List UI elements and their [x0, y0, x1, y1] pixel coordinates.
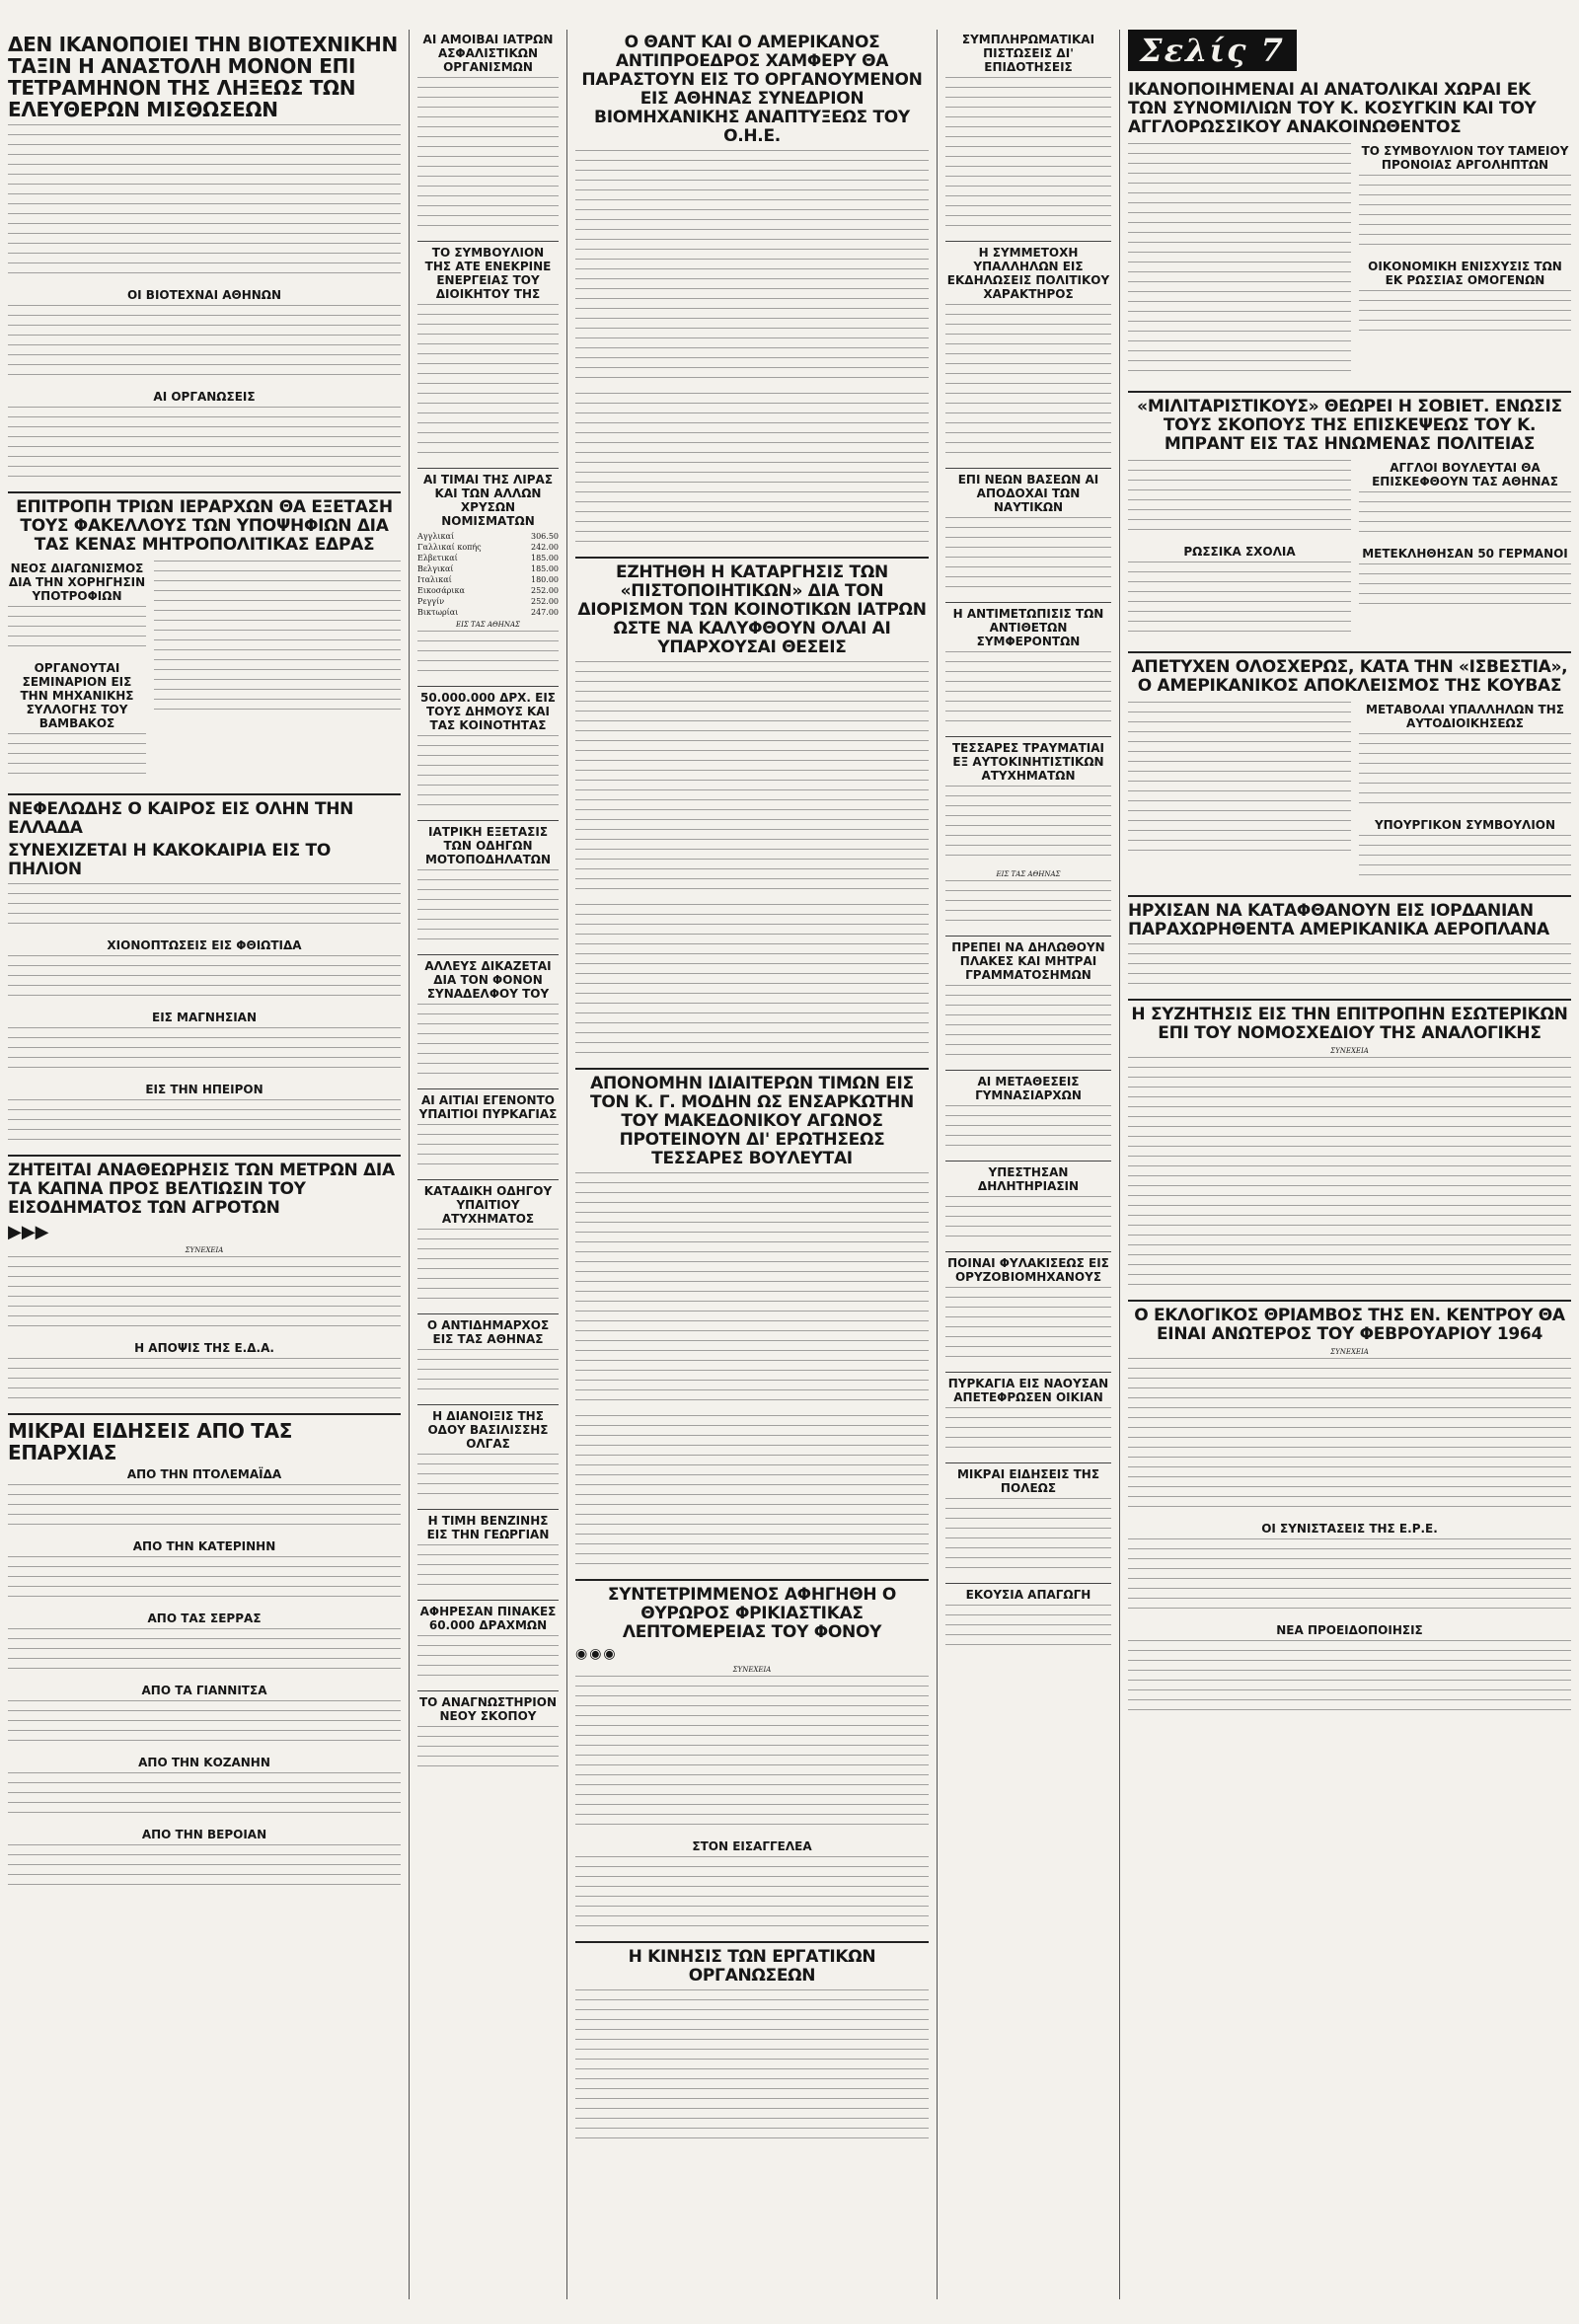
divider: [417, 1690, 559, 1691]
article-body-text: [1128, 143, 1351, 380]
headline-pelion-storm: ΣΥΝΕΧΙΖΕΤΑΙ Η ΚΑΚΟΚΑΙΡΙΑ ΕΙΣ ΤΟ ΠΗΛΙΟΝ: [8, 841, 331, 879]
headline-doctor-fees: ΑΙ ΑΜΟΙΒΑΙ ΙΑΤΡΩΝ ΑΣΦΑΛΙΣΤΙΚΩΝ ΟΡΓΑΝΙΣΜΩΝ: [422, 33, 554, 74]
headline-scholarships: ΝΕΟΣ ΔΙΑΓΩΝΙΣΜΟΣ ΔΙΑ ΤΗΝ ΧΟΡΗΓΗΣΙΝ ΥΠΟΤΡΟΦΙΩΝ: [8, 562, 146, 603]
article-body-text: [575, 1989, 929, 2147]
article-body-text: [8, 1358, 401, 1407]
article-body-text: [575, 1415, 929, 1573]
divider: [417, 686, 559, 687]
headline-supplementary-credits: ΣΥΜΠΛΗΡΩΜΑΤΙΚΑΙ ΠΙΣΤΩΣΕΙΣ ΔΙ' ΕΠΙΔΟΤΗΣΕΙΣ: [961, 33, 1095, 74]
subhead-katerini: ΑΠΟ ΤΗΝ ΚΑΤΕΡΙΝΗΝ: [132, 1539, 276, 1553]
article-body-text: [1359, 835, 1571, 884]
article-body-text: [945, 1287, 1111, 1366]
table-row: Γαλλικαί κοπής 242.00: [417, 543, 559, 552]
headline-deputy-mayor: Ο ΑΝΤΙΔΗΜΑΡΧΟΣ ΕΙΣ ΤΑΣ ΑΘΗΝΑΣ: [426, 1318, 550, 1346]
article-body-text: [417, 869, 559, 948]
divider: [575, 557, 929, 559]
headline-british-mps: ΑΓΓΛΟΙ ΒΟΥΛΕΥΤΑΙ ΘΑ ΕΠΙΣΚΕΦΘΟΥΝ ΤΑΣ ΑΘΗΝΑΣ: [1372, 461, 1558, 488]
ornament-icon: ◉◉◉: [575, 1646, 618, 1662]
article-body-text: [575, 1856, 929, 1935]
sub-column: [154, 559, 401, 788]
article-body-text: [417, 1726, 559, 1775]
article-body-text: [417, 1229, 559, 1308]
headline-naousa-fire: ΠΥΡΚΑΓΙΑ ΕΙΣ ΝΑΟΥΣΑΝ ΑΠΕΤΕΦΡΩΣΕΝ ΟΙΚΙΑΝ: [947, 1377, 1109, 1404]
subhead-athens: ΕΙΣ ΤΑΣ ΑΘΗΝΑΣ: [996, 870, 1061, 878]
column-3: [567, 30, 938, 2299]
article-body-text: [8, 1027, 401, 1077]
article-body-text: [1128, 1640, 1571, 1719]
continuation-label: ΣΥΝΕΧΕΙΑ: [185, 1246, 224, 1254]
article-body-text: [8, 883, 401, 933]
sub-column: [1128, 141, 1351, 386]
table-row: Ελβετικαί 185.00: [417, 554, 559, 562]
article-body-text: [417, 1635, 559, 1685]
headline-local-govt-staff: ΜΕΤΑΒΟΛΑΙ ΥΠΑΛΛΗΛΩΝ ΤΗΣ ΑΥΤΟΔΙΟΙΚΗΣΕΩΣ: [1366, 703, 1564, 730]
sub-column: [8, 559, 146, 788]
headline-driver-sentence: ΚΑΤΑΔΙΚΗ ΟΔΗΓΟΥ ΥΠΑΙΤΙΟΥ ΑΤΥΧΗΜΑΤΟΣ: [423, 1184, 553, 1226]
headline-certificates-abolition: ΕΖΗΤΗΘΗ Η ΚΑΤΑΡΓΗΣΙΣ ΤΩΝ «ΠΙΣΤΟΠΟΙΗΤΙΚΩΝ» ΔΙΑ ΤΟΝ ΔΙΟΡΙΣΜΟΝ ΤΩΝ ΚΟΙΝΟΤΙΚΩΝ ΙΑΤΡΩΝ ΩΣΤΕ ΝΑ ΚΑΛΥΦΘΟΥΝ ΟΛΑΙ ΑΙ ΥΠΑΡΧΟΥΣΑΙ ΘΕΣΕΙΣ: [577, 562, 927, 657]
table-row: Ρεγγίν 252.00: [417, 597, 559, 606]
article-body-text: [945, 1196, 1111, 1245]
subhead-magnesia: ΕΙΣ ΜΑΓΝΗΣΙΑΝ: [152, 1011, 257, 1024]
headline-modis-honors: ΑΠΟΝΟΜΗΝ ΙΔΙΑΙΤΕΡΩΝ ΤΙΜΩΝ ΕΙΣ ΤΟΝ Κ. Γ. ΜΟΔΗΝ ΩΣ ΕΝΣΑΡΚΩΤΗΝ ΤΟΥ ΜΑΚΕΔΟΝΙΚΟΥ ΑΓΩΝΟΣ ΠΡΟΤΕΙΝΟΥΝ ΔΙ' ΕΡΩΤΗΣΕΩΣ ΤΕΣΣΑΡΕΣ ΒΟΥΛΕΥΤΑΙ: [590, 1074, 914, 1168]
article-body-text: [8, 1484, 401, 1534]
headline-russian-expats-aid: ΟΙΚΟΝΟΜΙΚΗ ΕΝΙΣΧΥΣΙΣ ΤΩΝ ΕΚ ΡΩΣΣΙΑΣ ΟΜΟΓΕΝΩΝ: [1368, 260, 1562, 287]
column-1: [0, 30, 410, 2299]
divider: [945, 468, 1111, 469]
divider: [1128, 651, 1571, 653]
article-body-text: [1128, 1538, 1571, 1617]
divider: [417, 1404, 559, 1405]
divider: [945, 736, 1111, 737]
article-body-text: [945, 1407, 1111, 1457]
article-body-text: [945, 77, 1111, 235]
article-body-text: [1359, 290, 1571, 339]
article-body-text: [945, 1498, 1111, 1577]
divider: [945, 602, 1111, 603]
two-column-block: [1128, 700, 1571, 890]
headline-municipal-funds: 50.000.000 ΔΡΧ. ΕΙΣ ΤΟΥΣ ΔΗΜΟΥΣ ΚΑΙ ΤΑΣ ΚΟΙΝΟΤΗΤΑΣ: [419, 691, 557, 732]
divider: [575, 1579, 929, 1581]
article-body-text: [575, 150, 929, 387]
headline-opposing-interests: Η ΑΝΤΙΜΕΤΩΠΙΣΙΣ ΤΩΝ ΑΝΤΙΘΕΤΩΝ ΣΥΜΦΕΡΟΝΤΩΝ: [952, 607, 1104, 648]
divider: [417, 820, 559, 821]
article-body-text: [417, 304, 559, 462]
headline-headmaster-transfers: ΑΙ ΜΕΤΑΘΕΣΕΙΣ ΓΥΜΝΑΣΙΑΡΧΩΝ: [975, 1075, 1082, 1102]
headline-car-accidents: ΤΕΣΣΑΡΕΣ ΤΡΑΥΜΑΤΙΑΙ ΕΞ ΑΥΤΟΚΙΝΗΤΙΣΤΙΚΩΝ ΑΤΥΧΗΜΑΤΩΝ: [951, 741, 1105, 783]
article-body-text: [575, 1172, 929, 1409]
sub-column: [1128, 458, 1351, 646]
headline-cuba-blockade: ΑΠΕΤΥΧΕΝ ΟΛΟΣΧΕΡΩΣ, ΚΑΤΑ ΤΗΝ «ΙΣΒΕΣΤΙΑ», Ο ΑΜΕΡΙΚΑΝΙΚΟΣ ΑΠΟΚΛΕΙΣΜΟΣ ΤΗΣ ΚΟΥΒΑΣ: [1131, 657, 1568, 696]
headline-provincial-news: ΜΙΚΡΑΙ ΕΙΔΗΣΕΙΣ ΑΠΟ ΤΑΣ ΕΠΑΡΧΙΑΣ: [8, 1419, 293, 1464]
headline-doorman-account: ΣΥΝΤΕΤΡΙΜΜΕΝΟΣ ΑΦΗΓΗΘΗ Ο ΘΥΡΩΡΟΣ ΦΡΙΚΙΑΣΤΙΚΑΣ ΛΕΠΤΟΜΕΡΕΙΑΣ ΤΟΥ ΦΟΝΟΥ: [607, 1585, 897, 1642]
divider: [8, 793, 401, 795]
divider: [945, 1372, 1111, 1373]
continuation-label: ΣΥΝΕΧΕΙΑ: [1330, 1047, 1369, 1055]
divider: [417, 1600, 559, 1601]
headline-fisherman-trial: ΑΛΛΕΥΣ ΔΙΚΑΖΕΤΑΙ ΔΙΑ ΤΟΝ ΦΟΝΟΝ ΣΥΝΑΔΕΛΦΟΥ ΤΟΥ: [424, 959, 552, 1001]
divider: [945, 1161, 1111, 1162]
headline-labor-movement: Η ΚΙΝΗΣΙΣ ΤΩΝ ΕΡΓΑΤΙΚΩΝ ΟΡΓΑΝΩΣΕΩΝ: [628, 1947, 876, 1986]
headline-hierarchs-committee: ΕΠΙΤΡΟΠΗ ΤΡΙΩΝ ΙΕΡΑΡΧΩΝ ΘΑ ΕΞΕΤΑΣΗ ΤΟΥΣ ΦΑΚΕΛΛΟΥΣ ΤΩΝ ΥΠΟΨΗΦΙΩΝ ΔΙΑ ΤΑΣ ΚΕΝΑΣ ΜΗΤΡΟΠΟΛΙΤΙΚΑΣ ΕΔΡΑΣ: [16, 497, 393, 555]
article-body-text: [945, 304, 1111, 462]
headline-reading-room: ΤΟ ΑΝΑΓΝΩΣΤΗΡΙΟΝ ΝΕΟΥ ΣΚΟΠΟΥ: [418, 1695, 557, 1723]
article-body-text: [1359, 563, 1571, 613]
column-5: [1120, 30, 1579, 2299]
headline-civil-servants-politics: Η ΣΥΜΜΕΤΟΧΗ ΥΠΑΛΛΗΛΩΝ ΕΙΣ ΕΚΔΗΛΩΣΕΙΣ ΠΟΛΙΤΙΚΟΥ ΧΑΡΑΚΤΗΡΟΣ: [946, 246, 1110, 301]
article-body-text: [1128, 460, 1351, 539]
article-body-text: [945, 1605, 1111, 1654]
table-row: Ιταλικαί 180.00: [417, 575, 559, 584]
headline-cloudy-weather: ΝΕΦΕΛΩΔΗΣ Ο ΚΑΙΡΟΣ ΕΙΣ ΟΛΗΝ ΤΗΝ ΕΛΛΑΔΑ: [8, 799, 354, 838]
article-body-text: [575, 1676, 929, 1834]
sub-column: [1359, 700, 1571, 890]
table-row: Αγγλικαί 306.50: [417, 532, 559, 541]
subhead-russian-comments: ΡΩΣΣΙΚΑ ΣΧΟΛΙΑ: [1183, 545, 1296, 559]
subhead-ptolemaida: ΑΠΟ ΤΗΝ ΠΤΟΛΕΜΑΪΔΑ: [126, 1467, 282, 1481]
article-body-text: [8, 1099, 401, 1149]
article-body-text: [8, 1256, 401, 1335]
subhead-epirus: ΕΙΣ ΤΗΝ ΗΠΕΙΡΟΝ: [145, 1083, 263, 1096]
continuation-label: ΣΥΝΕΧΕΙΑ: [1330, 1348, 1369, 1356]
divider: [417, 1088, 559, 1089]
subhead-new-warning: ΝΕΑ ΠΡΟΕΙΔΟΠΟΙΗΣΙΣ: [1276, 1623, 1423, 1637]
subhead-phthiotida-snow: ΧΙΟΝΟΠΤΩΣΕΙΣ ΕΙΣ ΦΘΙΩΤΙΔΑ: [107, 938, 302, 952]
article-body-text: [945, 985, 1111, 1064]
headline-olga-avenue: Η ΔΙΑΝΟΙΞΙΣ ΤΗΣ ΟΔΟΥ ΒΑΣΙΛΙΣΣΗΣ ΟΛΓΑΣ: [427, 1409, 549, 1451]
two-column-block: [1128, 141, 1571, 386]
article-body-text: [945, 517, 1111, 596]
headline-germans-recalled: ΜΕΤΕΚΛΗΘΗΣΑΝ 50 ΓΕΡΜΑΝΟΙ: [1362, 547, 1568, 561]
divider: [417, 1313, 559, 1314]
arrow-icon: ▶▶▶: [8, 1222, 49, 1242]
article-body-text: [417, 1349, 559, 1398]
article-body-text: [417, 735, 559, 814]
article-body-text: [1128, 562, 1351, 640]
article-body-text: [8, 733, 146, 783]
article-body-text: [417, 1544, 559, 1594]
subhead-ere-recommendations: ΟΙ ΣΥΝΙΣΤΑΣΕΙΣ ΤΗΣ Ε.Ρ.Ε.: [1261, 1522, 1438, 1536]
headline-pension-fund: ΤΟ ΣΥΜΒΟΥΛΙΟΝ ΤΟΥ ΤΑΜΕΙΟΥ ΠΡΟΝΟΙΑΣ ΑΡΓΟΛΗΠΤΩΝ: [1361, 144, 1569, 172]
sub-column: [1128, 700, 1351, 890]
subhead-prosecutor: ΣΤΟΝ ΕΙΣΑΓΓΕΛΕΑ: [692, 1839, 812, 1853]
divider: [945, 241, 1111, 242]
article-body-text: [8, 124, 401, 282]
article-body-text: [1359, 175, 1571, 254]
article-body-text: [1359, 733, 1571, 812]
headline-sailor-wages: ΕΠΙ ΝΕΩΝ ΒΑΣΕΩΝ ΑΙ ΑΠΟΔΟΧΑΙ ΤΩΝ ΝΑΥΤΙΚΩΝ: [957, 473, 1099, 514]
headline-jordan-aircraft: ΗΡΧΙΣΑΝ ΝΑ ΚΑΤΑΦΘΑΝΟΥΝ ΕΙΣ ΙΟΡΔΑΝΙΑΝ ΠΑΡΑΧΩΡΗΘΕΝΤΑ ΑΜΕΡΙΚΑΝΙΚΑ ΑΕΡΟΠΛΑΝΑ: [1128, 901, 1549, 939]
page-number-masthead: Σελίς 7: [1128, 30, 1297, 71]
article-body-text: [8, 1628, 401, 1678]
divider: [8, 1155, 401, 1157]
subhead-organizations: ΑΙ ΟΡΓΑΝΩΣΕΙΣ: [153, 390, 256, 404]
article-body-text: [8, 606, 146, 655]
article-body-text: [417, 1004, 559, 1083]
divider: [945, 936, 1111, 937]
headline-poisoning: ΥΠΕΣΤΗΣΑΝ ΔΗΛΗΤΗΡΙΑΣΙΝ: [977, 1165, 1080, 1193]
divider: [1128, 391, 1571, 393]
article-body-text: [575, 393, 929, 551]
article-body-text: [8, 407, 401, 486]
article-body-text: [8, 305, 401, 384]
article-body-text: [1128, 1358, 1571, 1516]
divider: [1128, 999, 1571, 1001]
divider: [417, 1179, 559, 1180]
article-body-text: [417, 1454, 559, 1503]
divider: [417, 1509, 559, 1510]
article-body-text: [417, 77, 559, 235]
article-body-text: [1128, 702, 1351, 860]
headline-thant-humphrey: Ο ΘΑΝΤ ΚΑΙ Ο ΑΜΕΡΙΚΑΝΟΣ ΑΝΤΙΠΡΟΕΔΡΟΣ ΧΑΜΦΕΡΥ ΘΑ ΠΑΡΑΣΤΟΥΝ ΕΙΣ ΤΟ ΟΡΓΑΝΟΥΜΕΝΟΝ ΕΙΣ ΑΘΗΝΑΣ ΣΥΝΕΔΡΙΟΝ ΒΙΟΜΗΧΑΝΙΚΗΣ ΑΝΑΠΤΥΞΕΩΣ ΤΟΥ Ο.Η.Ε.: [581, 33, 923, 146]
article-body-text: [8, 1700, 401, 1750]
headline-petrol-price: Η ΤΙΜΗ ΒΕΝΖΙΝΗΣ ΕΙΣ ΤΗΝ ΓΕΩΡΓΙΑΝ: [426, 1514, 550, 1541]
headline-brandt-visit: «ΜΙΛΙΤΑΡΙΣΤΙΚΟΥΣ» ΘΕΩΡΕΙ Η ΣΟΒΙΕΤ. ΕΝΩΣΙΣ ΤΟΥΣ ΣΚΟΠΟΥΣ ΤΗΣ ΕΠΙΣΚΕΨΕΩΣ ΤΟΥ Κ. ΜΠΡΑΝΤ ΕΙΣ ΤΑΣ ΗΝΩΜΕΝΑΣ ΠΟΛΙΤΕΙΑΣ: [1137, 397, 1562, 454]
article-body-text: [1128, 943, 1571, 993]
two-column-block: [8, 559, 401, 788]
subhead-kozani: ΑΠΟ ΤΗΝ ΚΟΖΑΝΗΝ: [138, 1756, 270, 1769]
column-4: [938, 30, 1120, 2299]
article-body-text: [417, 1124, 559, 1173]
headline-elopement: ΕΚΟΥΣΙΑ ΑΠΑΓΩΓΗ: [965, 1588, 1091, 1602]
headline-cotton-seminar: ΟΡΓΑΝΟΥΤΑΙ ΣΕΜΙΝΑΡΙΟΝ ΕΙΣ ΤΗΝ ΜΗΧΑΝΙΚΗΣ ΣΥΛΛΟΓΗΣ ΤΟΥ ΒΑΜΒΑΚΟΣ: [20, 661, 134, 730]
divider: [417, 954, 559, 955]
continuation-label: ΣΥΝΕΧΕΙΑ: [732, 1666, 772, 1674]
article-body-text: [8, 1772, 401, 1822]
table-row: Εικοσάρικα 252.00: [417, 586, 559, 595]
headline-artisans-leases: ΔΕΝ ΙΚΑΝΟΠΟΙΕΙ ΤΗΝ ΒΙΟΤΕΧΝΙΚΗΝ ΤΑΞΙΝ Η ΑΝΑΣΤΟΛΗ ΜΟΝΟΝ ΕΠΙ ΤΕΤΡΑΜΗΝΟΝ ΤΗΣ ΛΗΞΕΩΣ ΤΩΝ ΕΛΕΥΘΕΡΩΝ ΜΙΣΘΩΣΕΩΝ: [8, 33, 398, 121]
headline-cabinet: ΥΠΟΥΡΓΙΚΟΝ ΣΥΜΒΟΥΛΙΟΝ: [1374, 818, 1556, 832]
headline-proportional-bill: Η ΣΥΖΗΤΗΣΙΣ ΕΙΣ ΤΗΝ ΕΠΙΤΡΟΠΗΝ ΕΣΩΤΕΡΙΚΩΝ ΕΠΙ ΤΟΥ ΝΟΜΟΣΧΕΔΙΟΥ ΤΗΣ ΑΝΑΛΟΓΙΚΗΣ: [1131, 1005, 1568, 1043]
table-row: Βελγικαί 185.00: [417, 564, 559, 573]
divider: [8, 491, 401, 493]
article-body-text: [945, 651, 1111, 730]
sub-column: [1359, 458, 1571, 646]
column-2: [410, 30, 567, 2299]
article-body-text: [945, 880, 1111, 930]
article-body-text: [1128, 1057, 1571, 1294]
article-body-text: [8, 1844, 401, 1894]
headline-tobacco-measures: ΖΗΤΕΙΤΑΙ ΑΝΑΘΕΩΡΗΣΙΣ ΤΩΝ ΜΕΤΡΩΝ ΔΙΑ ΤΑ ΚΑΠΝΑ ΠΡΟΣ ΒΕΛΤΙΩΣΙΝ ΤΟΥ ΕΙΣΟΔΗΜΑΤΟΣ ΤΩΝ ΑΓΡΟΤΩΝ: [8, 1161, 395, 1218]
headline-kosygin-talks: ΙΚΑΝΟΠΟΙΗΜΕΝΑΙ ΑΙ ΑΝΑΤΟΛΙΚΑΙ ΧΩΡΑΙ ΕΚ ΤΩΝ ΣΥΝΟΜΙΛΙΩΝ ΤΟΥ Κ. ΚΟΣΥΓΚΙΝ ΚΑΙ ΤΟΥ ΑΓΓΛΟΡΩΣΣΙΚΟΥ ΑΝΑΚΟΙΝΩΘΕΝΤΟΣ: [1128, 80, 1537, 137]
headline-ate-council: ΤΟ ΣΥΜΒΟΥΛΙΟΝ ΤΗΣ ΑΤΕ ΕΝΕΚΡΙΝΕ ΕΝΕΡΓΕΙΑΣ ΤΟΥ ΔΙΟΙΚΗΤΟΥ ΤΗΣ: [424, 246, 552, 301]
article-body-text: [417, 631, 559, 680]
article-body-text: [8, 955, 401, 1005]
article-body-text: [575, 661, 929, 898]
sub-column: [1359, 141, 1571, 386]
divider: [417, 468, 559, 469]
subhead-giannitsa: ΑΠΟ ΤΑ ΓΙΑΝΝΙΤΣΑ: [141, 1684, 267, 1697]
article-body-text: [154, 561, 401, 718]
divider: [417, 241, 559, 242]
divider: [945, 1462, 1111, 1463]
subhead-veroia: ΑΠΟ ΤΗΝ ΒΕΡΟΙΑΝ: [141, 1828, 267, 1841]
article-body-text: [1359, 491, 1571, 541]
headline-moped-exam: ΙΑΤΡΙΚΗ ΕΞΕΤΑΣΙΣ ΤΩΝ ΟΔΗΓΩΝ ΜΟΤΟΠΟΔΗΛΑΤΩΝ: [424, 825, 552, 866]
headline-gold-prices: ΑΙ ΤΙΜΑΙ ΤΗΣ ΛΙΡΑΣ ΚΑΙ ΤΩΝ ΑΛΛΩΝ ΧΡΥΣΩΝ ΝΟΜΙΣΜΑΤΩΝ: [422, 473, 554, 528]
article-body-text: [8, 1556, 401, 1606]
gold-price-table: [417, 531, 559, 618]
headline-city-news: ΜΙΚΡΑΙ ΕΙΔΗΣΕΙΣ ΤΗΣ ΠΟΛΕΩΣ: [956, 1467, 1100, 1495]
divider: [945, 1251, 1111, 1252]
two-column-block: [1128, 458, 1571, 646]
headline-stolen-paintings: ΑΦΗΡΕΣΑΝ ΠΙΝΑΚΕΣ 60.000 ΔΡΑΧΜΩΝ: [419, 1605, 557, 1632]
divider: [945, 1583, 1111, 1584]
table-row: Βικτωρίαι 247.00: [417, 608, 559, 617]
divider: [575, 1941, 929, 1943]
subhead-athens: ΕΙΣ ΤΑΣ ΑΘΗΝΑΣ: [456, 621, 520, 629]
article-body-text: [945, 786, 1111, 864]
subhead-athens-artisans: ΟΙ ΒΙΟΤΕΧΝΑΙ ΑΘΗΝΩΝ: [126, 288, 282, 302]
divider: [8, 1413, 401, 1415]
divider: [1128, 1300, 1571, 1302]
headline-rice-mill-penalties: ΠΟΙΝΑΙ ΦΥΛΑΚΙΣΕΩΣ ΕΙΣ ΟΡΥΖΟΒΙΟΜΗΧΑΝΟΥΣ: [947, 1256, 1109, 1284]
divider: [945, 1070, 1111, 1071]
headline-stamp-plates: ΠΡΕΠΕΙ ΝΑ ΔΗΛΩΘΟΥΝ ΠΛΑΚΕΣ ΚΑΙ ΜΗΤΡΑΙ ΓΡΑΜΜΑΤΟΣΗΜΩΝ: [951, 940, 1105, 982]
article-body-text: [945, 1105, 1111, 1155]
headline-centre-union-triumph: Ο ΕΚΛΟΓΙΚΟΣ ΘΡΙΑΜΒΟΣ ΤΗΣ ΕΝ. ΚΕΝΤΡΟΥ ΘΑ ΕΙΝΑΙ ΑΝΩΤΕΡΟΣ ΤΟΥ ΦΕΒΡΟΥΑΡΙΟΥ 1964: [1134, 1306, 1565, 1344]
subhead-eda-view: Η ΑΠΟΨΙΣ ΤΗΣ Ε.Δ.Α.: [134, 1341, 274, 1355]
divider: [1128, 895, 1571, 897]
divider: [575, 1068, 929, 1070]
article-body-text: [575, 904, 929, 1062]
headline-fire-culprits: ΑΙ ΑΙΤΙΑΙ ΕΓΕΝΟΝΤΟ ΥΠΑΙΤΙΟΙ ΠΥΡΚΑΓΙΑΣ: [418, 1093, 558, 1121]
subhead-serres: ΑΠΟ ΤΑΣ ΣΕΡΡΑΣ: [147, 1612, 262, 1625]
